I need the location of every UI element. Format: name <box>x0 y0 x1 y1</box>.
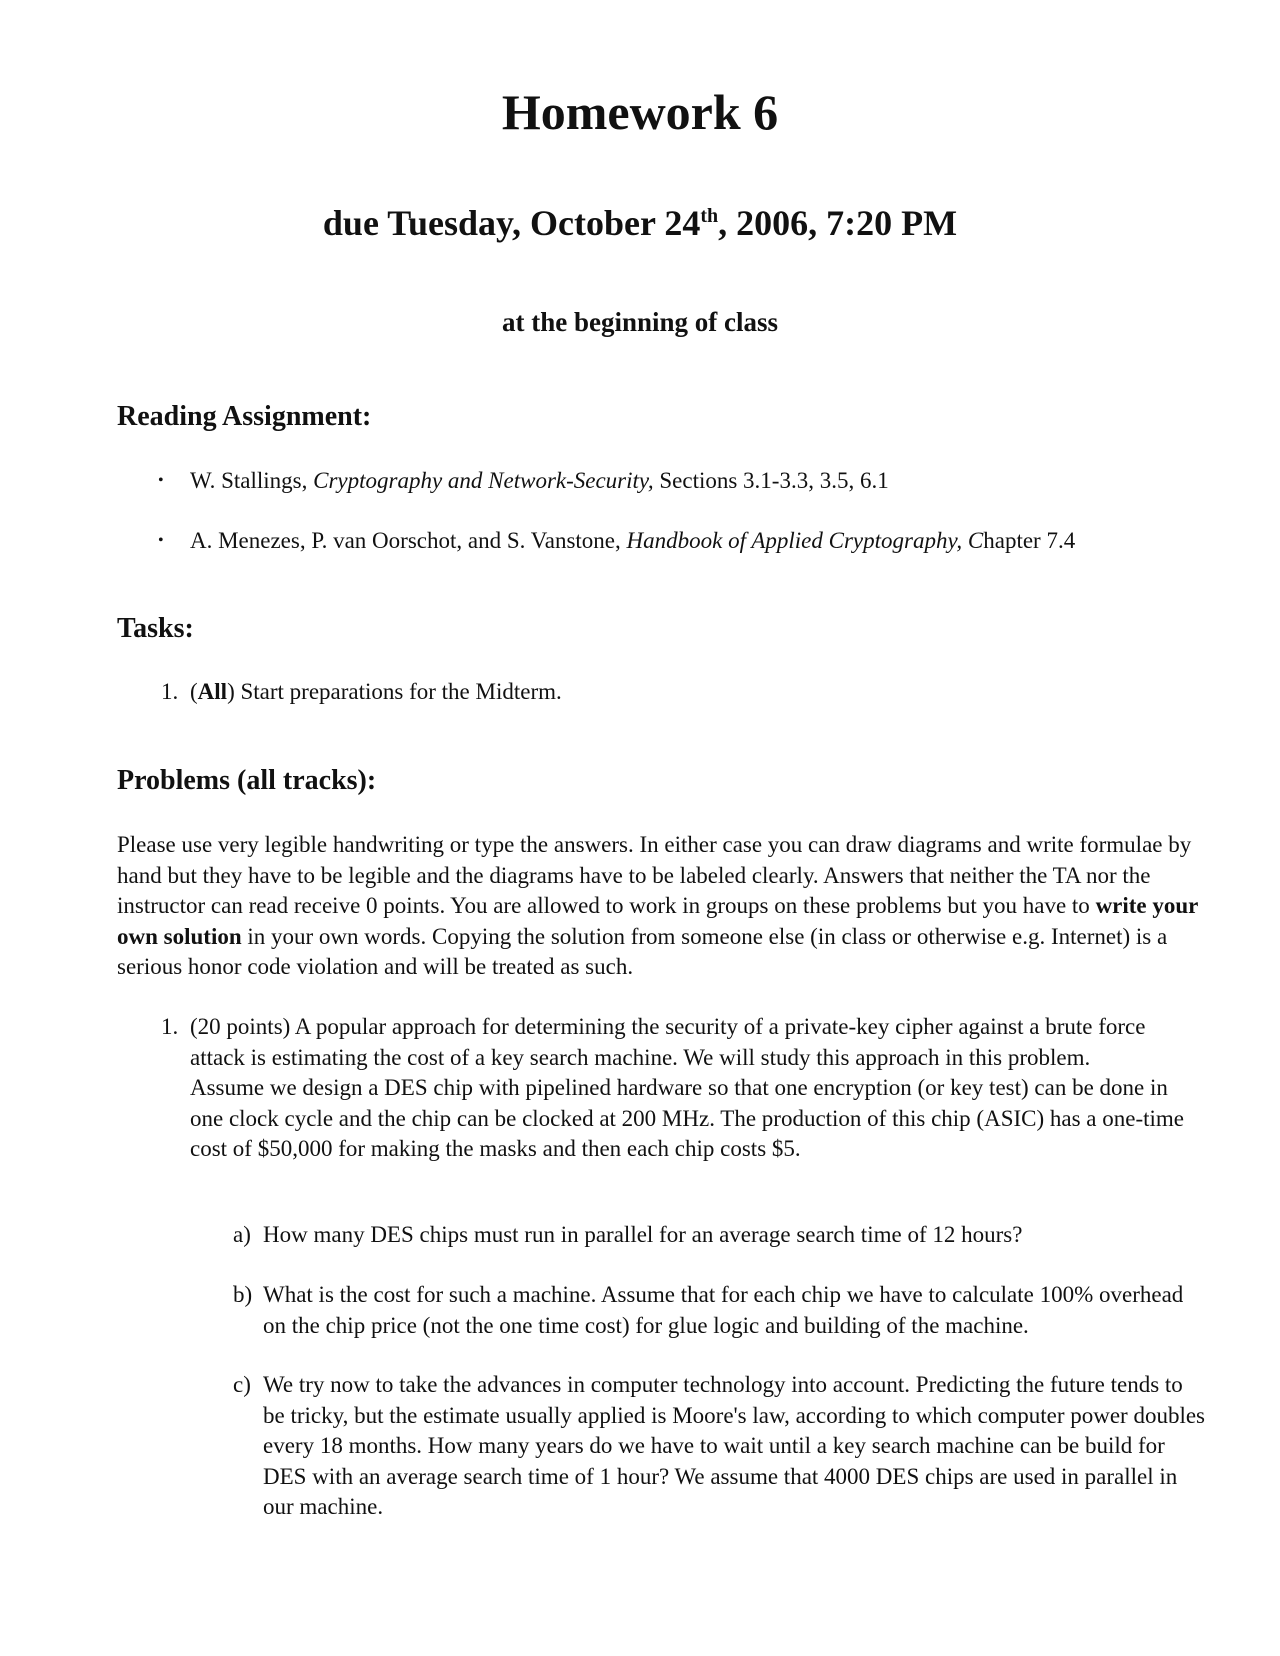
subpart-text: We try now to take the advances in computer technology into account. Predicting the future tends to be tricky, but the estimate usually applied is Moore's law, according to which computer power doubles every 18 months. How many years do we have to wait until a key search machine can be build for DES with an average search time of 1 hour? We assume that 4000 DES chips are used in parallel in our machine. <box>263 1372 1206 1519</box>
reading-item-text <box>190 466 889 497</box>
reading-authors: A. Menezes, P. van Oorschot, and S. Vanstone, <box>190 528 627 553</box>
reading-book-title: Cryptography and Network-Security, <box>313 468 654 493</box>
subpart-label: b) <box>233 1282 253 1307</box>
bullet-icon: • <box>158 532 164 549</box>
intro-text-end: in your own words. Copying the solution from someone else (in class or otherwise e.g. Internet) is a serious honor code violation and will be treated as such. <box>117 923 1168 979</box>
due-subtitle: at the beginning of class <box>501 307 779 337</box>
problem-statement: (20 points) A popular approach for determining the security of a private-key cipher against a brute force attack is estimating the cost of a key search machine. We will study this approach in this problem. <box>190 1014 1146 1070</box>
problem-assumptions: Assume we design a DES chip with pipelined hardware so that one encryption (or key test) can be done in one clock cycle and the chip can be clocked at 200 MHz. The production of this chip (ASIC) has a one-time cost of $50,000 for making the masks and then each chip costs $5. <box>190 1075 1185 1161</box>
due-date-ordinal: th <box>700 205 719 227</box>
intro-text-start: Please use very legible handwriting or type the answers. In either case you can draw diagrams and write formulae by hand but they have to be legible and the diagrams have to be labeled clearly. Answers that neither the TA nor the instructor can read receive 0 points. You are allowed to work in groups on these problems but you have to <box>117 832 1192 918</box>
subpart-text: What is the cost for such a machine. Assume that for each chip we have to calculate 100% overhead on the chip price (not the one time cost) for glue logic and building of the machine. <box>263 1282 1184 1338</box>
subpart-label: a) <box>233 1222 251 1247</box>
reading-sections: hapter 7.4 <box>983 528 1076 553</box>
due-date-main: due Tuesday, October 24 <box>322 203 701 243</box>
task-description: ) Start preparations for the Midterm. <box>227 679 562 704</box>
task-track: All <box>197 679 228 704</box>
problems-heading: Problems (all tracks): <box>117 765 377 796</box>
homework-title: Homework 6 <box>501 84 779 140</box>
problem-text <box>190 1012 1205 1165</box>
problem-number: 1. <box>161 1014 179 1039</box>
tasks-heading: Tasks: <box>117 613 194 644</box>
task-text <box>190 677 1205 708</box>
reading-item-text <box>190 526 1075 557</box>
subpart-label: c) <box>233 1372 251 1397</box>
reading-book-title: Handbook of Applied Cryptography, C <box>626 528 984 553</box>
due-date <box>0 200 1280 246</box>
subpart-text: How many DES chips must run in parallel for an average search time of 12 hours? <box>263 1222 1023 1247</box>
task-number: 1. <box>161 679 179 704</box>
problems-intro-paragraph <box>117 830 1217 983</box>
intro-emphasis: write your own solution <box>117 893 1198 949</box>
bullet-icon: • <box>158 472 164 489</box>
reading-authors: W. Stallings, <box>190 468 314 493</box>
reading-sections: Sections 3.1-3.3, 3.5, 6.1 <box>653 468 889 493</box>
reading-assignment-heading: Reading Assignment: <box>117 401 372 432</box>
task-paren-open: ( <box>190 679 198 704</box>
due-date-rest: , 2006, 7:20 PM <box>718 203 958 243</box>
